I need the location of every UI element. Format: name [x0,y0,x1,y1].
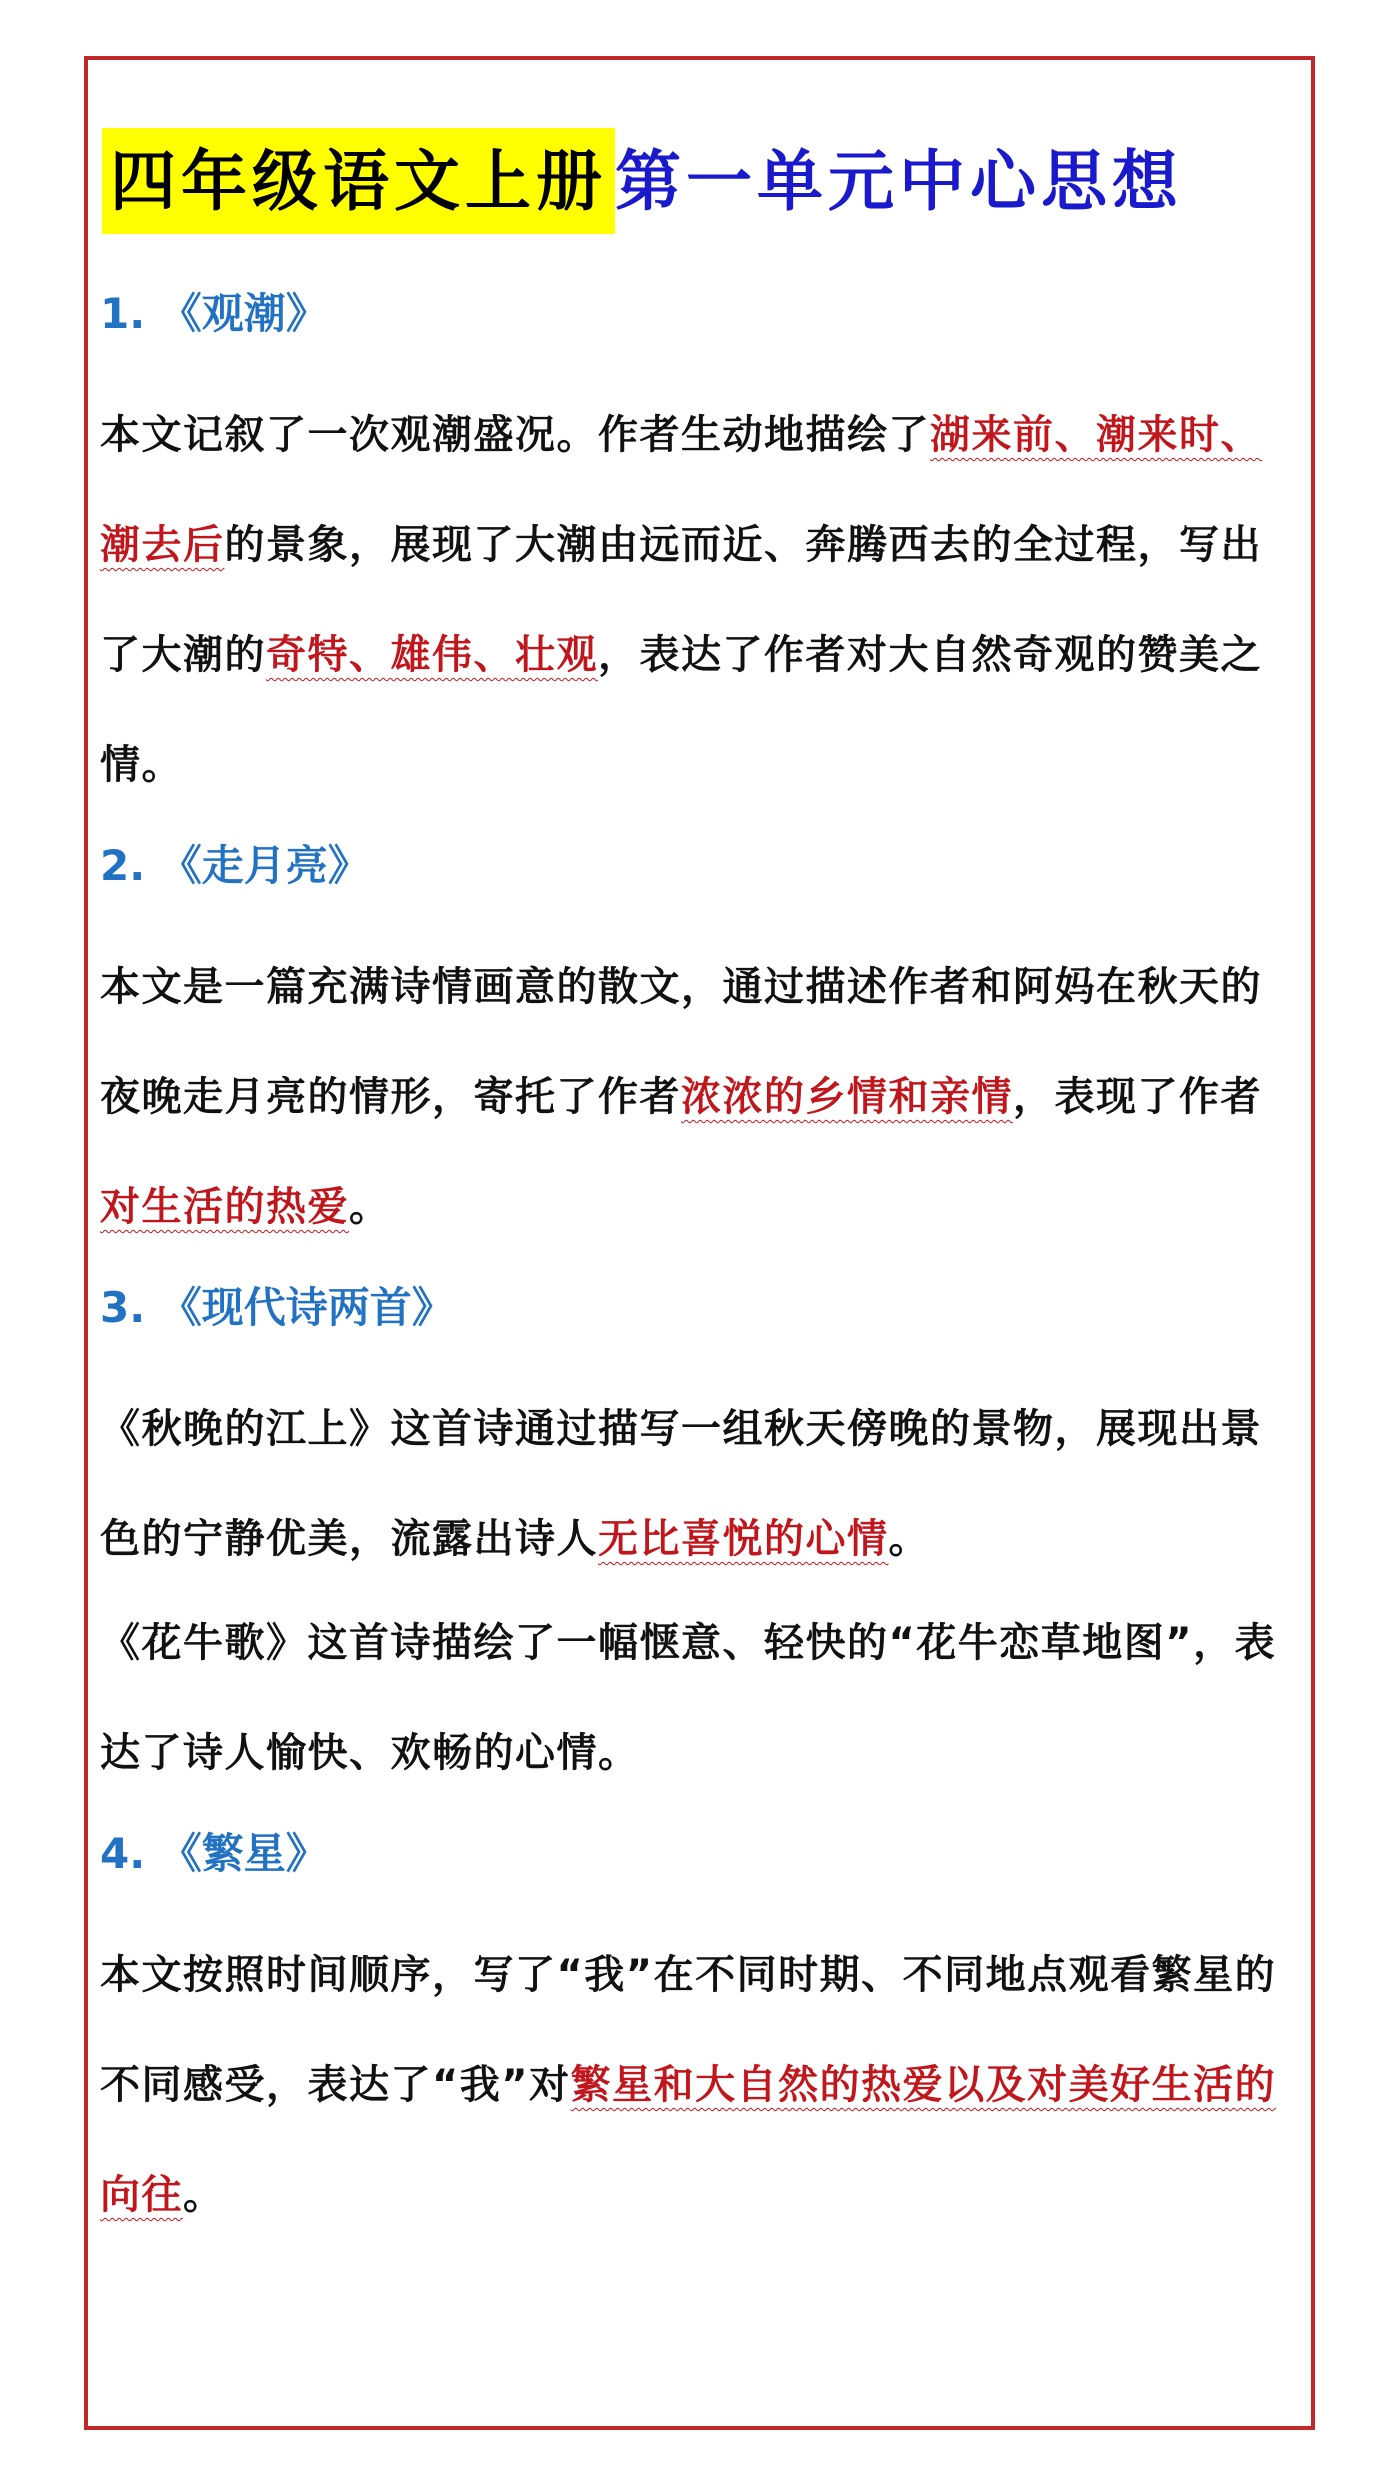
section-paragraph [100,1374,1300,1594]
highlighted-text: 无比喜悦的心情 [598,1516,889,1562]
paragraph-text: 《花牛歌》这首诗描绘了一幅惬意、轻快的“花牛恋草地图”，表达了诗人愉快、欢畅的心情。 [100,1620,1277,1776]
section-paragraph [100,380,1300,820]
section-paragraph [100,1920,1300,2250]
paragraph-text: ，表现了作者 [1013,1074,1262,1120]
paragraph-text: 。 [183,2172,225,2218]
paragraph-text: 的景象，展现了大潮由远而近、奔腾西去的全过程，写出了大潮的 [100,522,1262,678]
highlighted-text: 奇特、雄伟、壮观 [266,632,598,678]
title-blue: 第一单元中心思想 [615,142,1183,220]
paragraph-text: 。 [888,1516,930,1562]
highlighted-text: 浓浓的乡情和亲情 [681,1074,1013,1120]
paragraph-text: 《秋晚的江上》这首诗通过描写一组秋天傍晚的景物，展现出景色的宁静优美，流露出诗人 [100,1406,1262,1562]
section-paragraph [100,1588,1300,1808]
highlighted-text: 湖来前、潮来时、潮去后 [100,412,1262,568]
highlighted-text: 繁星和大自然的热爱以及对美好生活的向往 [100,2062,1277,2218]
section-paragraph [100,932,1300,1262]
section-heading: 1. 《观潮》 [100,289,328,338]
section-heading: 4. 《繁星》 [100,1829,328,1878]
paragraph-text: 本文是一篇充满诗情画意的散文，通过描述作者和阿妈在秋天的夜晚走月亮的情形，寄托了作者 [100,964,1262,1120]
page-title [102,128,1302,234]
content-body [100,268,1300,2250]
paragraph-text: 本文记叙了一次观潮盛况。作者生动地描绘了 [100,412,930,458]
paragraph-text: 。 [349,1184,391,1230]
paragraph-text: ，表达了作者对大自然奇观的赞美之情。 [100,632,1262,788]
title-highlighted: 四年级语文上册 [102,128,615,234]
section-heading: 2. 《走月亮》 [100,841,370,890]
section-heading: 3. 《现代诗两首》 [100,1283,454,1332]
paragraph-text: 本文按照时间顺序，写了“我”在不同时期、不同地点观看繁星的不同感受，表达了“我”对 [100,1952,1277,2108]
highlighted-text: 对生活的热爱 [100,1184,349,1230]
